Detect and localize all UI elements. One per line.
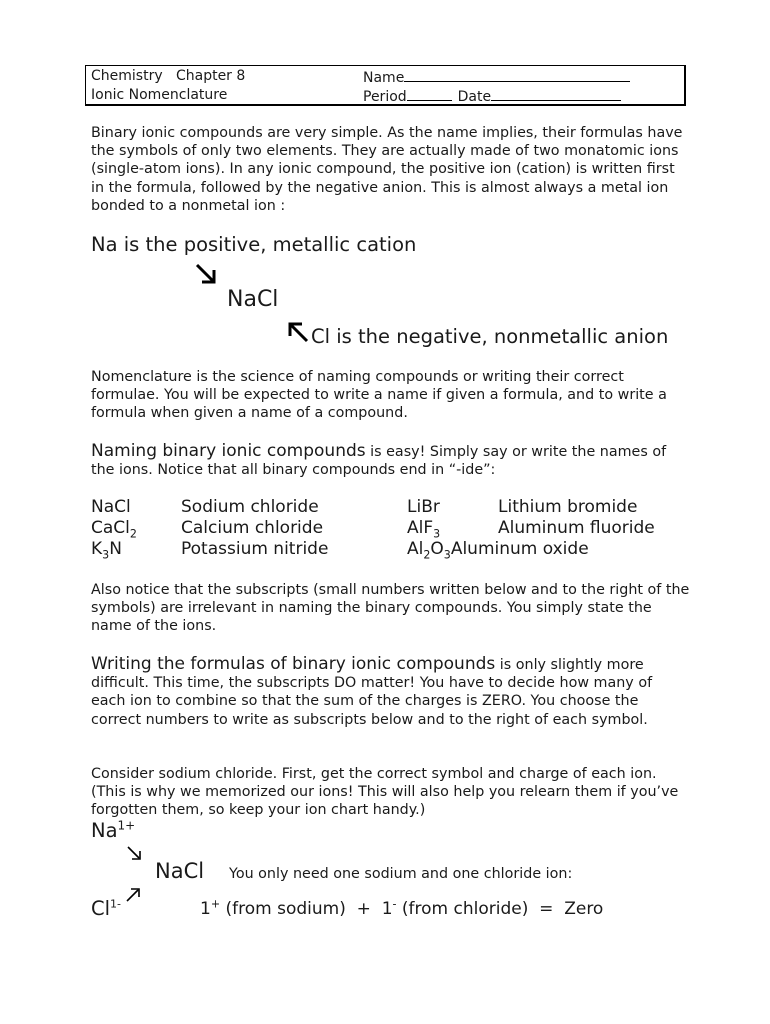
naming-text: is easy! Simply say or write the names of the ions. Notice that all binary compounds end in “-ide”: (91, 444, 667, 479)
example-formula: AlF$_3$ (407, 518, 441, 541)
anion-caption: Cl is the negative, nonmetallic anion (311, 325, 669, 348)
writing-paragraph (91, 655, 691, 729)
period-date-field (363, 86, 621, 107)
example-formula-name: $Al_2O_3Aluminum$ oxide (407, 539, 589, 562)
arrow-down-right-icon (194, 262, 218, 286)
nacl-formula: NaCl (227, 287, 279, 312)
nacl-formula-2: NaCl (155, 859, 205, 883)
example-row (91, 518, 681, 539)
topic-label: Ionic Nomenclature (91, 87, 228, 103)
nomenclature-paragraph: Nomenclature is the science of naming compounds or writing their correct formulae. You will be expected to write a name if given a formula, and to write a formula when given a name of a compound. (91, 369, 667, 422)
arrow-up-right-icon (125, 887, 141, 903)
example-name: Calcium chloride (181, 518, 324, 538)
example-name: Lithium bromide (498, 497, 638, 517)
naming-paragraph (91, 442, 691, 479)
writing-heading: Writing the formulas of binary ionic compounds (91, 654, 496, 674)
writing-text: is only slightly more difficult. This time, the subscripts DO matter! You have to decide how many of each ion to combine so that the sum of the charges is ZERO. You choose the correct numbers to write as subscripts below and to the right of each symbol. (91, 657, 653, 728)
worksheet-header (85, 65, 686, 106)
example-row (91, 497, 681, 518)
name-label: Name (363, 70, 405, 86)
name-field (363, 67, 630, 88)
example-formula: CaCl$_2$ (91, 518, 137, 541)
example-formula: $K_3N$ (91, 539, 122, 562)
examples-table (91, 497, 681, 560)
date-blank (491, 86, 621, 101)
intro-paragraph: Binary ionic compounds are very simple. As the name implies, their formulas have the symbols of only two elements. They are actually made of two monatomic ions (single-atom ions). In any ionic compound, the positive ion (cation) is written first in the formula, followed by the negative anion. This is almost always a metal ion bonded to a nonmetal ion : (91, 125, 683, 214)
arrow-down-right-icon (126, 845, 142, 861)
arrow-up-left-icon (286, 320, 310, 344)
naming-heading: Naming binary ionic compounds (91, 441, 366, 461)
example-name: Sodium chloride (181, 497, 319, 517)
chloride-ion: $Cl^{1-}$ (91, 897, 122, 920)
period-label: Period (363, 89, 407, 105)
sodium-ion: $Na^{1+}$ (91, 818, 136, 842)
course-label: Chemistry Chapter 8 (91, 68, 246, 84)
cation-caption: Na is the positive, metallic cation (91, 233, 417, 256)
example-name: Aluminum fluoride (498, 518, 655, 538)
charge-equation: 1+ (from sodium) + 1- (from chloride) = Zero (200, 897, 604, 919)
example-row (91, 539, 681, 560)
consider-paragraph: Consider sodium chloride. First, get the correct symbol and charge of each ion. (This is why we memorized our ions! This will also help you relearn them if you’ve forgotten them, so keep your ion chart handy.) (91, 766, 679, 819)
name-blank (404, 67, 630, 82)
sodium-chloride-note: You only need one sodium and one chloride ion: (229, 866, 573, 882)
example-name: Potassium nitride (181, 539, 329, 559)
subscripts-paragraph: Also notice that the subscripts (small numbers written below and to the right of the symbols) are irrelevant in naming the binary compounds. You simply state the name of the ions. (91, 582, 690, 635)
example-formula: NaCl (91, 497, 131, 517)
example-formula: LiBr (407, 497, 440, 517)
period-blank (407, 86, 452, 101)
date-label: Date (457, 89, 492, 105)
